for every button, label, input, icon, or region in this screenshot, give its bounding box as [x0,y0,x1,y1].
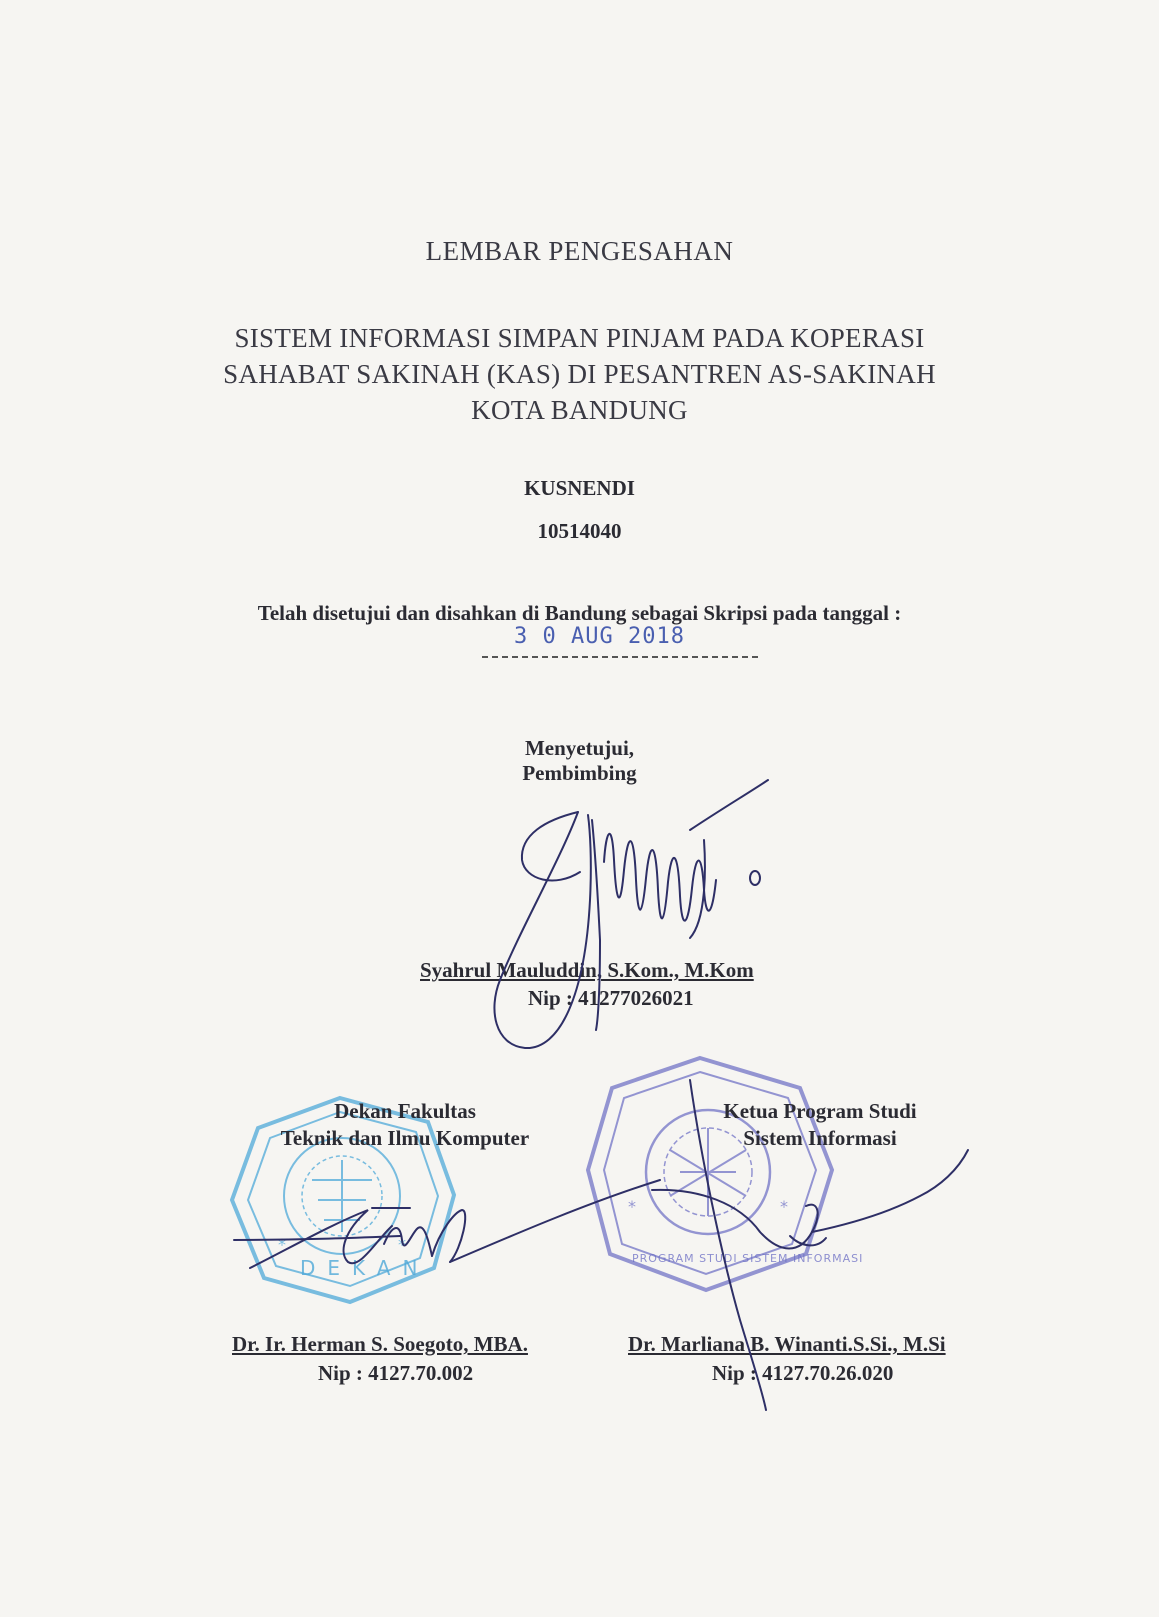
dean-stamp-text: DEKAN [300,1256,430,1280]
program-stamp-text: PROGRAM STUDI SISTEM INFORMASI [632,1252,864,1265]
program-head-signature-icon [652,1080,968,1410]
svg-text:*: * [278,1235,286,1254]
dean-role-line2: Teknik dan Ilmu Komputer [280,1126,530,1150]
approval-label: Menyetujui, [524,736,635,760]
dean-nip: Nip : 4127.70.002 [318,1361,474,1385]
dean-signature-icon [234,1180,660,1268]
dean-role-line1: Dekan Fakultas [334,1099,476,1123]
title-line-1: SISTEM INFORMASI SIMPAN PINJAM PADA KOPERASI [234,323,925,353]
student-id: 10514040 [537,519,622,543]
author-name: KUSNENDI [524,476,635,500]
page-heading: LEMBAR PENGESAHAN [425,236,734,266]
supervisor-name: Syahrul Mauluddin, S.Kom., M.Kom [420,958,754,982]
dean-name: Dr. Ir. Herman S. Soegoto, MBA. [232,1332,528,1356]
title-line-2: SAHABAT SAKINAH (KAS) DI PESANTREN AS-SAKINAH [223,359,936,389]
supervisor-signature-icon [494,780,768,1048]
svg-text:*: * [628,1197,636,1216]
approval-role: Pembimbing [522,761,637,785]
supervisor-nip: Nip : 41277026021 [528,986,694,1010]
approval-statement: Telah disetujui dan disahkan di Bandung sebagai Skripsi pada tanggal : [257,601,902,625]
program-head-role-line1: Ketua Program Studi [723,1099,917,1123]
svg-text:*: * [780,1197,788,1216]
title-line-3: KOTA BANDUNG [471,395,688,425]
program-head-nip: Nip : 4127.70.26.020 [712,1361,894,1385]
program-head-role-line2: Sistem Informasi [743,1126,897,1150]
program-head-name: Dr. Marliana B. Winanti.S.Si., M.Si [628,1332,946,1356]
date-stamp: 3 0 AUG 2018 [514,624,685,649]
svg-text:*: * [398,1235,406,1254]
